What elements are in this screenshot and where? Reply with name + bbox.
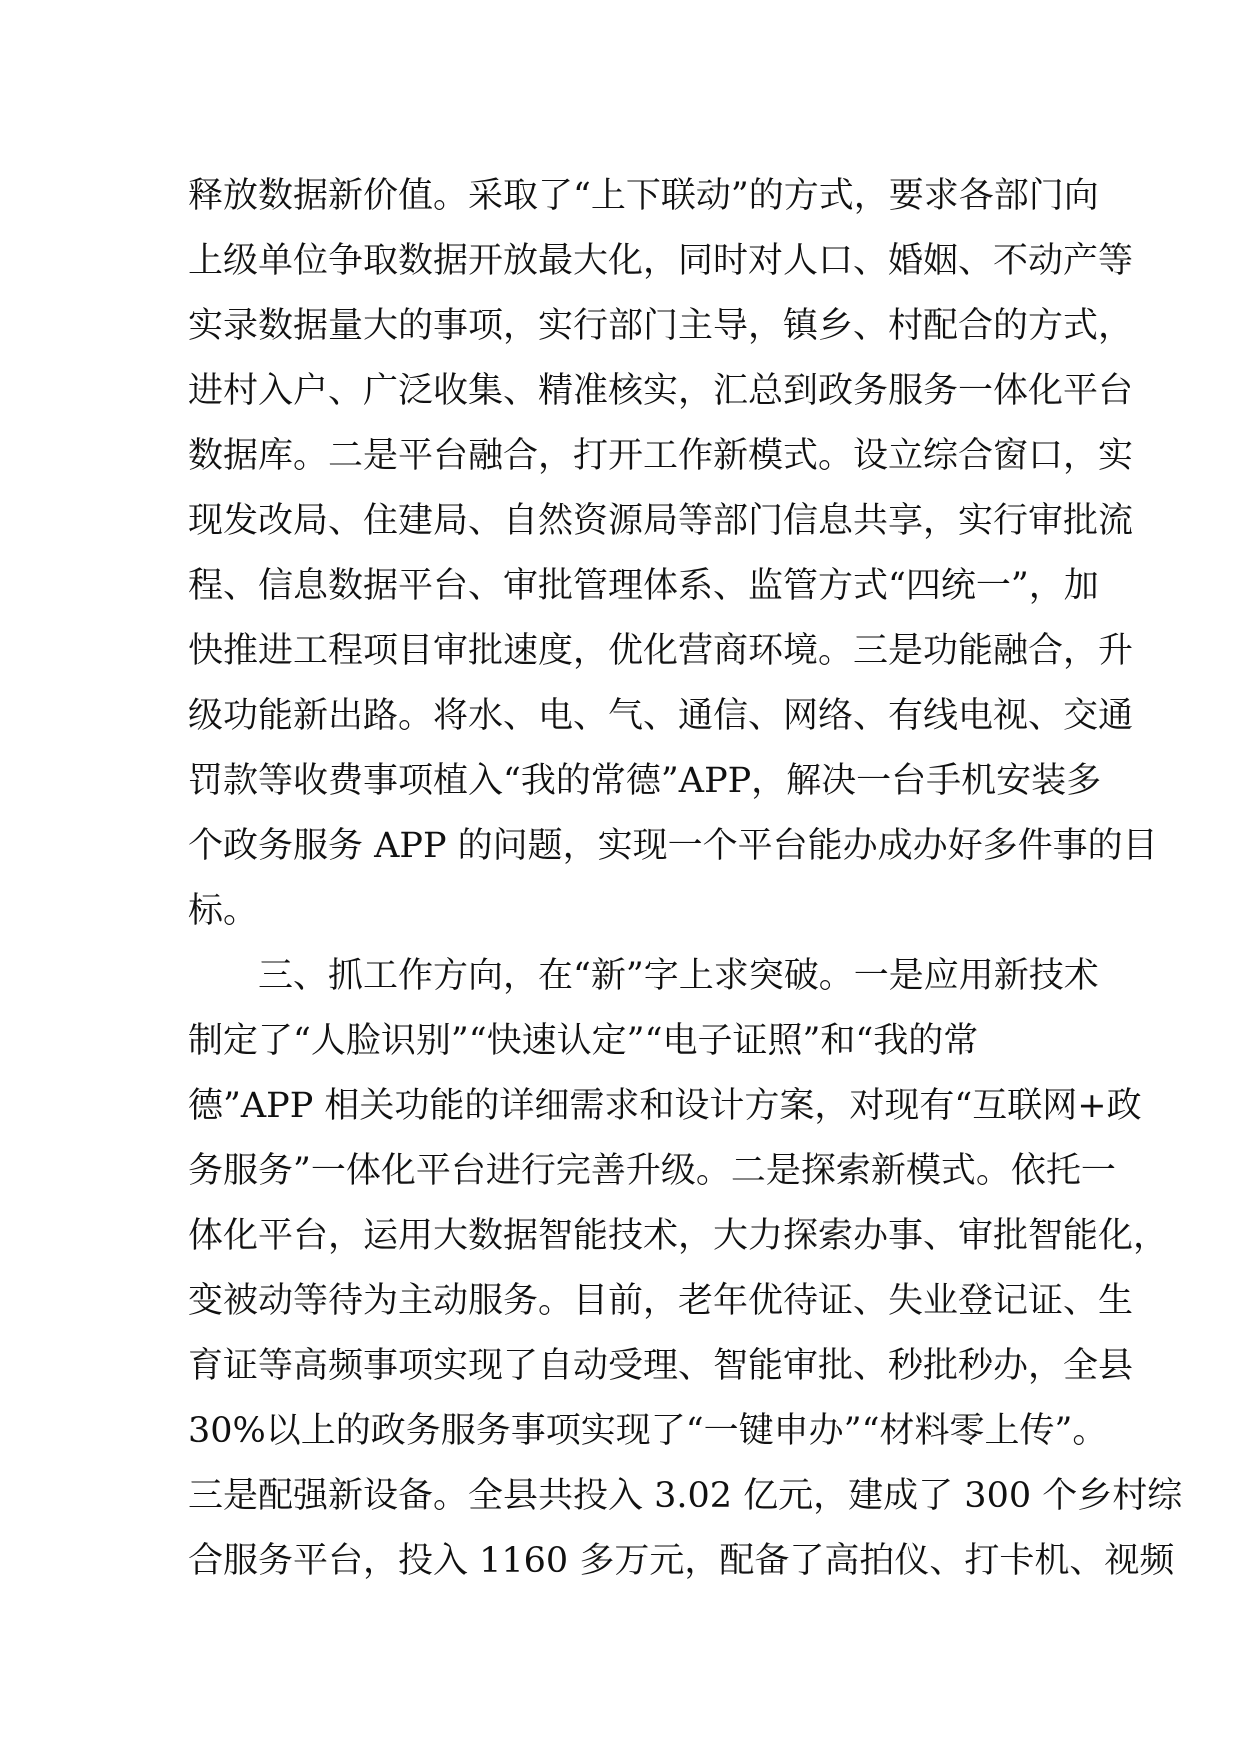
text-line: 级功能新出路。将水、电、气、通信、网络、有线电视、交通 <box>188 696 1134 736</box>
text-line: 制定了“人脸识别”“快速认定”“电子证照”和“我的常 <box>188 1021 979 1061</box>
text-line: 快推进工程项目审批速度，优化营商环境。三是功能融合，升 <box>188 631 1134 671</box>
text-line: 上级单位争取数据开放最大化，同时对人口、婚姻、不动产等 <box>188 241 1134 281</box>
text-line: 体化平台，运用大数据智能技术，大力探索办事、审批智能化， <box>188 1216 1169 1256</box>
text-line: 变被动等待为主动服务。目前，老年优待证、失业登记证、生 <box>188 1281 1134 1321</box>
text-line: 进村入户、广泛收集、精准核实，汇总到政务服务一体化平台 <box>188 371 1134 411</box>
text-line: 三是配强新设备。全县共投入 3.02 亿元，建成了 300 个乡村综 <box>188 1476 1183 1516</box>
text-line: 数据库。二是平台融合，打开工作新模式。设立综合窗口，实 <box>188 436 1134 476</box>
text-line: 现发改局、住建局、自然资源局等部门信息共享，实行审批流 <box>188 501 1134 541</box>
text-line: 标。 <box>188 891 259 931</box>
text-line: 务服务”一体化平台进行完善升级。二是探索新模式。依托一 <box>188 1151 1116 1191</box>
text-line: 合服务平台，投入 1160 多万元，配备了高拍仪、打卡机、视频 <box>188 1541 1175 1581</box>
text-line: 育证等高频事项实现了自动受理、智能审批、秒批秒办，全县 <box>188 1346 1134 1386</box>
text-line: 德”APP 相关功能的详细需求和设计方案，对现有“互联网+政 <box>188 1086 1142 1126</box>
text-line: 释放数据新价值。采取了“上下联动”的方式，要求各部门向 <box>188 176 1099 216</box>
body-text <box>188 164 1183 1594</box>
text-line: 个政务服务 APP 的问题，实现一个平台能办成办好多件事的目 <box>188 826 1158 866</box>
text-line: 罚款等收费事项植入“我的常德”APP，解决一台手机安装多 <box>188 761 1102 801</box>
text-line: 实录数据量大的事项，实行部门主导，镇乡、村配合的方式， <box>188 306 1134 346</box>
paragraph-start-line: 三、抓工作方向，在“新”字上求突破。一是应用新技术 <box>258 956 1099 996</box>
text-line: 程、信息数据平台、审批管理体系、监管方式“四统一”，加 <box>188 566 1099 606</box>
text-line: 30%以上的政务服务事项实现了“一键申办”“材料零上传”。 <box>188 1411 1108 1451</box>
